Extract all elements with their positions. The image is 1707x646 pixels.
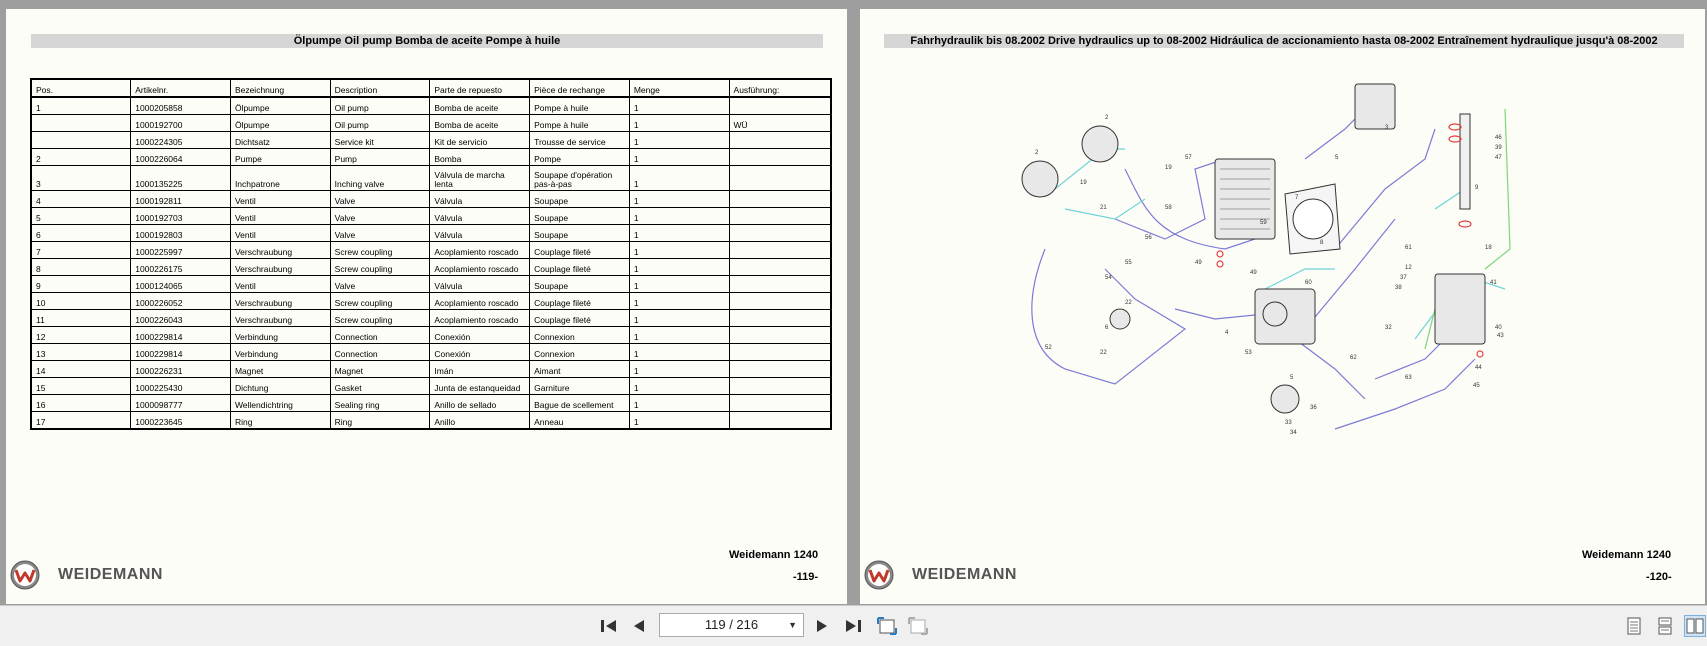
- svg-text:5: 5: [1290, 375, 1294, 381]
- table-cell-desc: Magnet: [330, 361, 430, 378]
- col-header-artikelnr: Artikelnr.: [131, 79, 231, 97]
- table-cell-pos: 7: [31, 242, 131, 259]
- table-cell-ausf: [729, 208, 831, 225]
- table-cell-desc: Screw coupling: [330, 259, 430, 276]
- table-row: [31, 97, 831, 115]
- col-header-pos: Pos.: [31, 79, 131, 97]
- table-cell-fr: Aimant: [530, 361, 630, 378]
- table-cell-fr: Pompe: [530, 149, 630, 166]
- svg-text:2: 2: [1105, 115, 1109, 121]
- page-title: Ölpumpe Oil pump Bomba de aceite Pompe à huile: [31, 34, 823, 48]
- table-cell-bez: Pumpe: [230, 149, 330, 166]
- continuous-view-button[interactable]: [1654, 615, 1676, 637]
- last-page-icon: [844, 618, 862, 634]
- table-cell-art: 1000225430: [131, 378, 231, 395]
- table-cell-ausf: [729, 97, 831, 115]
- table-cell-ausf: [729, 293, 831, 310]
- table-row: [31, 225, 831, 242]
- table-cell-pos: 15: [31, 378, 131, 395]
- table-cell-desc: Inching valve: [330, 166, 430, 191]
- col-header-parte: Parte de repuesto: [430, 79, 530, 97]
- table-cell-es: Conexión: [430, 344, 530, 361]
- table-cell-es: Bomba de aceite: [430, 97, 530, 115]
- table-cell-pos: 3: [31, 166, 131, 191]
- table-cell-art: 1000223645: [131, 412, 231, 430]
- svg-text:55: 55: [1125, 260, 1132, 266]
- table-cell-ausf: [729, 166, 831, 191]
- fit-width-button[interactable]: [907, 615, 929, 637]
- weidemann-logo: [10, 560, 163, 590]
- table-cell-desc: Connection: [330, 327, 430, 344]
- table-cell-art: 1000226064: [131, 149, 231, 166]
- page-number: -119-: [793, 571, 819, 583]
- table-row: [31, 242, 831, 259]
- table-cell-ausf: [729, 191, 831, 208]
- svg-text:39: 39: [1495, 145, 1502, 151]
- fit-page-icon: [876, 616, 898, 636]
- table-cell-pos: 11: [31, 310, 131, 327]
- table-cell-pos: 17: [31, 412, 131, 430]
- table-cell-desc: Screw coupling: [330, 293, 430, 310]
- table-row: [31, 378, 831, 395]
- svg-text:6: 6: [1105, 325, 1109, 331]
- table-cell-es: Kit de servicio: [430, 132, 530, 149]
- continuous-icon: [1657, 617, 1673, 635]
- table-cell-menge: 1: [629, 191, 729, 208]
- next-page-button[interactable]: [811, 615, 833, 637]
- svg-text:33: 33: [1285, 420, 1292, 426]
- table-cell-pos: 1: [31, 97, 131, 115]
- svg-text:19: 19: [1080, 180, 1087, 186]
- table-row: [31, 208, 831, 225]
- table-cell-art: 1000226231: [131, 361, 231, 378]
- table-cell-es: Bomba: [430, 149, 530, 166]
- table-cell-menge: 1: [629, 225, 729, 242]
- table-cell-bez: Verbindung: [230, 327, 330, 344]
- table-row: [31, 310, 831, 327]
- table-cell-bez: Ventil: [230, 208, 330, 225]
- table-cell-fr: Soupape: [530, 191, 630, 208]
- page-number: -120-: [1646, 571, 1672, 583]
- table-cell-art: 1000226043: [131, 310, 231, 327]
- svg-text:46: 46: [1495, 135, 1502, 141]
- table-row: [31, 276, 831, 293]
- table-cell-ausf: WÜ: [729, 115, 831, 132]
- table-cell-art: 1000192700: [131, 115, 231, 132]
- table-cell-desc: Valve: [330, 276, 430, 293]
- weidemann-logo: [864, 560, 1017, 590]
- page-indicator: 119 / 216: [704, 617, 759, 632]
- table-row: [31, 395, 831, 412]
- weidemann-logo-icon: [10, 560, 40, 590]
- single-page-icon: [1626, 617, 1642, 635]
- table-cell-desc: Oil pump: [330, 97, 430, 115]
- table-cell-ausf: [729, 395, 831, 412]
- table-cell-ausf: [729, 310, 831, 327]
- weidemann-logo-icon: [864, 560, 894, 590]
- table-cell-pos: 8: [31, 259, 131, 276]
- table-cell-menge: 1: [629, 242, 729, 259]
- table-row: [31, 166, 831, 191]
- table-cell-es: Conexión: [430, 327, 530, 344]
- page-title: Fahrhydraulik bis 08.2002 Drive hydraulics up to 08-2002 Hidráulica de accionamiento hasta 08-2002 Entraînement hydraulique jusqu'à 08-2002: [884, 34, 1684, 48]
- fit-page-button[interactable]: [876, 615, 898, 637]
- table-cell-menge: 1: [629, 310, 729, 327]
- table-cell-menge: 1: [629, 327, 729, 344]
- table-header-row: [31, 79, 831, 97]
- table-cell-menge: 1: [629, 395, 729, 412]
- table-cell-art: 1000225997: [131, 242, 231, 259]
- svg-text:12: 12: [1405, 265, 1412, 271]
- table-cell-desc: Service kit: [330, 132, 430, 149]
- table-cell-bez: Ventil: [230, 225, 330, 242]
- table-cell-fr: Couplage fileté: [530, 259, 630, 276]
- table-cell-pos: [31, 132, 131, 149]
- table-row: [31, 327, 831, 344]
- table-row: [31, 132, 831, 149]
- svg-text:54: 54: [1105, 275, 1112, 281]
- table-cell-ausf: [729, 412, 831, 430]
- table-cell-bez: Magnet: [230, 361, 330, 378]
- table-cell-ausf: [729, 327, 831, 344]
- first-page-button[interactable]: [598, 615, 620, 637]
- table-cell-pos: [31, 115, 131, 132]
- table-cell-ausf: [729, 276, 831, 293]
- svg-text:49: 49: [1195, 260, 1202, 266]
- table-cell-bez: Ölpumpe: [230, 115, 330, 132]
- logo-text: WEIDEMANN: [912, 566, 1017, 583]
- svg-text:52: 52: [1045, 345, 1052, 351]
- table-cell-desc: Sealing ring: [330, 395, 430, 412]
- table-cell-fr: Soupape: [530, 225, 630, 242]
- first-page-icon: [600, 618, 618, 634]
- table-cell-pos: 10: [31, 293, 131, 310]
- table-cell-fr: Soupape: [530, 208, 630, 225]
- table-cell-pos: 4: [31, 191, 131, 208]
- table-cell-desc: Screw coupling: [330, 310, 430, 327]
- table-cell-es: Válvula: [430, 191, 530, 208]
- table-cell-menge: 1: [629, 344, 729, 361]
- hydraulic-diagram: [1005, 69, 1565, 464]
- model-name: Weidemann 1240: [1582, 549, 1672, 561]
- svg-text:19: 19: [1165, 165, 1172, 171]
- table-cell-bez: Inchpatrone: [230, 166, 330, 191]
- table-cell-bez: Verschraubung: [230, 259, 330, 276]
- table-row: [31, 412, 831, 430]
- table-row: [31, 149, 831, 166]
- table-cell-pos: 2: [31, 149, 131, 166]
- table-cell-art: 1000192803: [131, 225, 231, 242]
- table-cell-fr: Pompe à huile: [530, 97, 630, 115]
- table-cell-pos: 6: [31, 225, 131, 242]
- col-header-description: Description: [330, 79, 430, 97]
- table-cell-es: Acoplamiento roscado: [430, 293, 530, 310]
- page-number-select[interactable]: [659, 613, 804, 637]
- table-cell-fr: Soupape: [530, 276, 630, 293]
- logo-text: WEIDEMANN: [58, 566, 163, 583]
- table-cell-desc: Valve: [330, 225, 430, 242]
- table-cell-es: Válvula: [430, 225, 530, 242]
- table-cell-ausf: [729, 378, 831, 395]
- table-cell-es: Acoplamiento roscado: [430, 242, 530, 259]
- table-cell-bez: Dichtung: [230, 378, 330, 395]
- table-cell-ausf: [729, 361, 831, 378]
- svg-text:63: 63: [1405, 375, 1412, 381]
- table-cell-desc: Screw coupling: [330, 242, 430, 259]
- svg-text:18: 18: [1485, 245, 1492, 251]
- table-row: [31, 344, 831, 361]
- svg-text:9: 9: [1475, 185, 1479, 191]
- svg-text:59: 59: [1260, 220, 1267, 226]
- svg-text:61: 61: [1405, 245, 1412, 251]
- table-cell-es: Válvula de marcha lenta: [430, 166, 530, 191]
- svg-text:34: 34: [1290, 430, 1297, 436]
- table-row: [31, 293, 831, 310]
- single-page-view-button[interactable]: [1623, 615, 1645, 637]
- chevron-down-icon: ▼: [788, 620, 797, 630]
- table-cell-pos: 13: [31, 344, 131, 361]
- svg-text:41: 41: [1490, 280, 1497, 286]
- table-cell-desc: Ring: [330, 412, 430, 430]
- page-120: [860, 9, 1705, 604]
- table-cell-fr: Garniture: [530, 378, 630, 395]
- svg-text:45: 45: [1473, 383, 1480, 389]
- table-cell-bez: Wellendichtring: [230, 395, 330, 412]
- table-cell-art: 1000192811: [131, 191, 231, 208]
- table-cell-ausf: [729, 242, 831, 259]
- svg-text:37: 37: [1400, 275, 1407, 281]
- svg-text:62: 62: [1350, 355, 1357, 361]
- table-cell-art: 1000226175: [131, 259, 231, 276]
- table-cell-es: Acoplamiento roscado: [430, 259, 530, 276]
- table-cell-ausf: [729, 259, 831, 276]
- table-cell-es: Acoplamiento roscado: [430, 310, 530, 327]
- table-cell-pos: 9: [31, 276, 131, 293]
- table-cell-es: Válvula: [430, 208, 530, 225]
- prev-page-button[interactable]: [628, 615, 650, 637]
- table-cell-fr: Pompe à huile: [530, 115, 630, 132]
- table-cell-fr: Connexion: [530, 344, 630, 361]
- table-cell-es: Anillo: [430, 412, 530, 430]
- svg-text:57: 57: [1185, 155, 1192, 161]
- table-cell-bez: Verschraubung: [230, 293, 330, 310]
- svg-text:22: 22: [1125, 300, 1132, 306]
- table-cell-fr: Couplage fileté: [530, 293, 630, 310]
- page-119: [6, 9, 847, 604]
- table-cell-fr: Trousse de service: [530, 132, 630, 149]
- table-cell-menge: 1: [629, 412, 729, 430]
- table-cell-menge: 1: [629, 276, 729, 293]
- table-cell-ausf: [729, 132, 831, 149]
- table-cell-art: 1000205858: [131, 97, 231, 115]
- col-header-bezeichnung: Bezeichnung: [230, 79, 330, 97]
- table-cell-ausf: [729, 149, 831, 166]
- table-cell-fr: Bague de scellement: [530, 395, 630, 412]
- table-cell-art: 1000098777: [131, 395, 231, 412]
- table-cell-ausf: [729, 225, 831, 242]
- table-cell-fr: Soupape d'opération pas-à-pas: [530, 166, 630, 191]
- table-cell-es: Imán: [430, 361, 530, 378]
- svg-text:7: 7: [1295, 195, 1299, 201]
- col-header-piece: Pièce de rechange: [530, 79, 630, 97]
- svg-text:47: 47: [1495, 155, 1502, 161]
- table-cell-menge: 1: [629, 378, 729, 395]
- parts-table: [30, 78, 832, 430]
- table-cell-bez: Ring: [230, 412, 330, 430]
- last-page-button[interactable]: [842, 615, 864, 637]
- svg-text:60: 60: [1305, 280, 1312, 286]
- table-row: [31, 191, 831, 208]
- svg-text:32: 32: [1385, 325, 1392, 331]
- table-cell-art: 1000229814: [131, 327, 231, 344]
- svg-text:3: 3: [1385, 125, 1389, 131]
- table-cell-menge: 1: [629, 208, 729, 225]
- svg-text:22: 22: [1100, 350, 1107, 356]
- svg-text:21: 21: [1100, 205, 1107, 211]
- table-cell-bez: Ventil: [230, 191, 330, 208]
- table-cell-bez: Ölpumpe: [230, 97, 330, 115]
- col-header-menge: Menge: [629, 79, 729, 97]
- svg-text:5: 5: [1335, 155, 1339, 161]
- table-cell-desc: Connection: [330, 344, 430, 361]
- table-cell-bez: Verschraubung: [230, 242, 330, 259]
- table-cell-fr: Connexion: [530, 327, 630, 344]
- fit-width-icon: [907, 616, 929, 636]
- svg-text:43: 43: [1497, 333, 1504, 339]
- table-cell-es: Bomba de aceite: [430, 115, 530, 132]
- svg-text:58: 58: [1165, 205, 1172, 211]
- table-cell-bez: Verschraubung: [230, 310, 330, 327]
- table-cell-menge: 1: [629, 293, 729, 310]
- table-cell-art: 1000224305: [131, 132, 231, 149]
- table-cell-pos: 14: [31, 361, 131, 378]
- table-cell-menge: 1: [629, 97, 729, 115]
- table-cell-menge: 1: [629, 132, 729, 149]
- table-cell-fr: Couplage fileté: [530, 310, 630, 327]
- prev-page-icon: [632, 618, 646, 634]
- viewer-toolbar: [0, 605, 1707, 646]
- svg-text:49: 49: [1250, 270, 1257, 276]
- table-cell-bez: Ventil: [230, 276, 330, 293]
- table-cell-art: 1000124065: [131, 276, 231, 293]
- svg-text:40: 40: [1495, 325, 1502, 331]
- col-header-ausfuehrung: Ausführung:: [729, 79, 831, 97]
- table-cell-es: Anillo de sellado: [430, 395, 530, 412]
- table-cell-es: Junta de estanqueidad: [430, 378, 530, 395]
- svg-text:38: 38: [1395, 285, 1402, 291]
- table-row: [31, 361, 831, 378]
- table-cell-art: 1000135225: [131, 166, 231, 191]
- table-cell-desc: Pump: [330, 149, 430, 166]
- svg-text:4: 4: [1225, 330, 1229, 336]
- model-name: Weidemann 1240: [729, 549, 819, 561]
- two-page-icon: [1686, 617, 1704, 635]
- table-cell-desc: Oil pump: [330, 115, 430, 132]
- parts-table-body: [31, 97, 831, 429]
- svg-text:36: 36: [1310, 405, 1317, 411]
- table-cell-art: 1000229814: [131, 344, 231, 361]
- table-cell-pos: 12: [31, 327, 131, 344]
- table-cell-art: 1000192703: [131, 208, 231, 225]
- table-row: [31, 115, 831, 132]
- table-row: [31, 259, 831, 276]
- svg-text:44: 44: [1475, 365, 1482, 371]
- svg-text:8: 8: [1320, 240, 1324, 246]
- table-cell-pos: 16: [31, 395, 131, 412]
- table-cell-desc: Valve: [330, 208, 430, 225]
- table-cell-bez: Verbindung: [230, 344, 330, 361]
- table-cell-menge: 1: [629, 361, 729, 378]
- table-cell-art: 1000226052: [131, 293, 231, 310]
- svg-text:56: 56: [1145, 235, 1152, 241]
- table-cell-pos: 5: [31, 208, 131, 225]
- table-cell-menge: 1: [629, 115, 729, 132]
- two-page-view-button[interactable]: [1684, 615, 1706, 637]
- table-cell-desc: Gasket: [330, 378, 430, 395]
- table-cell-ausf: [729, 344, 831, 361]
- table-cell-menge: 1: [629, 259, 729, 276]
- table-cell-menge: 1: [629, 166, 729, 191]
- svg-text:53: 53: [1245, 350, 1252, 356]
- table-cell-desc: Valve: [330, 191, 430, 208]
- table-cell-es: Válvula: [430, 276, 530, 293]
- table-cell-menge: 1: [629, 149, 729, 166]
- table-cell-fr: Anneau: [530, 412, 630, 430]
- table-cell-bez: Dichtsatz: [230, 132, 330, 149]
- table-cell-fr: Couplage fileté: [530, 242, 630, 259]
- svg-text:2: 2: [1035, 150, 1039, 156]
- next-page-icon: [815, 618, 829, 634]
